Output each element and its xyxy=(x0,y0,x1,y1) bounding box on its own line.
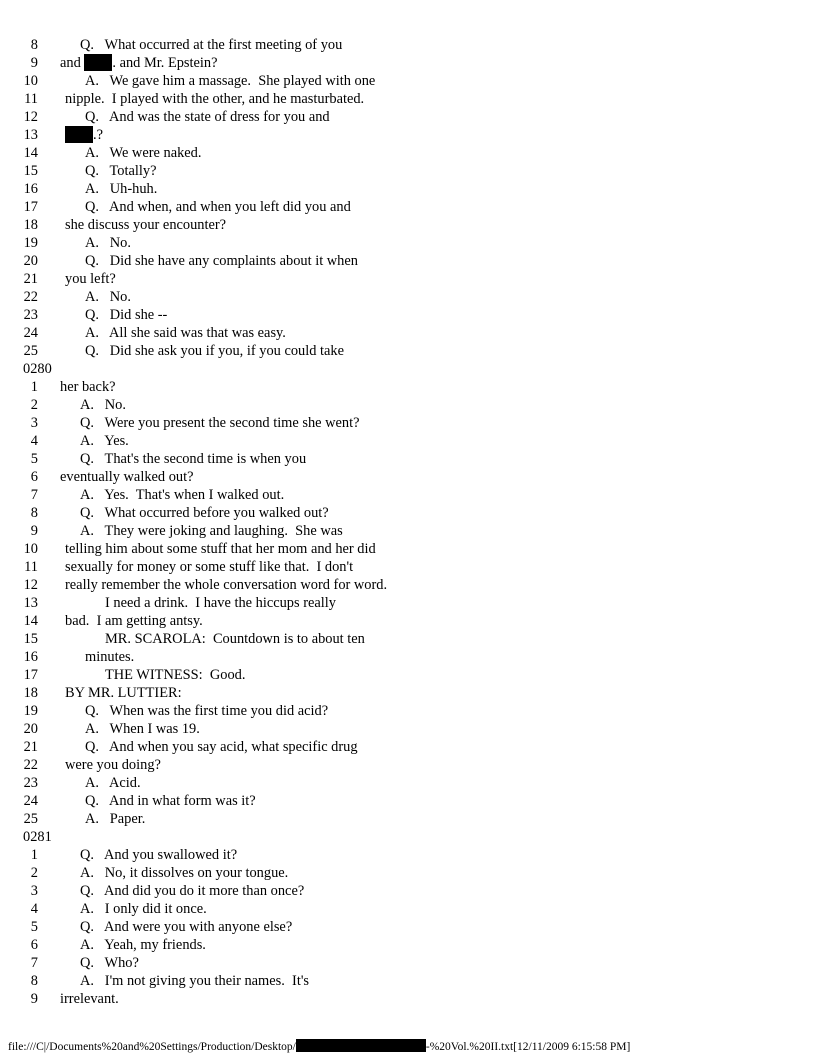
line-number: 25 xyxy=(23,343,38,359)
transcript-line xyxy=(0,54,816,72)
line-text-main: Q. Were you present the second time she went? xyxy=(80,415,360,431)
transcript-line xyxy=(0,306,816,324)
line-text-main: sexually for money or some stuff like that. I don't xyxy=(65,559,354,575)
line-text xyxy=(85,720,200,738)
line-text xyxy=(65,540,376,558)
line-text-main: A. All she said was that was easy. xyxy=(85,325,286,341)
line-text xyxy=(80,450,306,468)
line-text xyxy=(85,324,286,342)
line-text-main: A. No. xyxy=(85,289,131,305)
transcript-line xyxy=(0,324,816,342)
line-text xyxy=(105,594,336,612)
line-text xyxy=(80,954,139,972)
line-text-main: irrelevant. xyxy=(60,991,119,1007)
line-text-main: nipple. I played with the other, and he masturbated. xyxy=(65,91,365,107)
line-text xyxy=(80,936,206,954)
line-number: 22 xyxy=(23,757,38,773)
transcript-line xyxy=(0,756,816,774)
line-number: 11 xyxy=(24,91,38,107)
transcript-line xyxy=(0,108,816,126)
transcript-line xyxy=(0,522,816,540)
line-number: 12 xyxy=(23,577,38,593)
transcript-line xyxy=(0,432,816,450)
file-path-footer xyxy=(8,1039,630,1054)
line-text xyxy=(85,810,145,828)
transcript-line xyxy=(0,288,816,306)
line-number: 18 xyxy=(23,217,38,233)
transcript-body xyxy=(0,36,816,1008)
line-text xyxy=(80,432,129,450)
line-text-main: Q. Did she -- xyxy=(85,307,168,323)
line-number: 2 xyxy=(30,865,38,881)
line-number: 7 xyxy=(30,487,38,503)
line-text xyxy=(85,162,156,180)
line-text-main: BY MR. LUTTIER: xyxy=(65,685,182,701)
line-text-main: A. No. xyxy=(80,397,126,413)
line-number: 24 xyxy=(23,793,38,809)
line-text xyxy=(80,918,292,936)
line-number: 12 xyxy=(23,109,38,125)
line-text-main: and xyxy=(60,55,85,71)
line-text-main: Q. That's the second time is when you xyxy=(80,451,307,467)
line-number: 9 xyxy=(30,991,38,1007)
transcript-line xyxy=(0,378,816,396)
transcript-line xyxy=(0,720,816,738)
transcript-line xyxy=(0,810,816,828)
line-text xyxy=(65,90,364,108)
line-text-main: A. I only did it once. xyxy=(80,901,207,917)
transcript-line xyxy=(0,972,816,990)
line-text-main: THE WITNESS: Good. xyxy=(105,667,246,683)
line-number: 23 xyxy=(23,307,38,323)
line-text-main: Q. And you swallowed it? xyxy=(80,847,238,863)
line-number: 17 xyxy=(23,667,38,683)
line-number: 9 xyxy=(30,55,38,71)
line-text xyxy=(85,792,256,810)
line-number: 18 xyxy=(23,685,38,701)
transcript-line xyxy=(0,792,816,810)
line-text-main: Q. And when, and when you left did you and xyxy=(85,199,351,215)
transcript-line xyxy=(0,540,816,558)
line-text-main: I need a drink. I have the hiccups really xyxy=(105,595,336,611)
line-number: 6 xyxy=(30,937,38,953)
transcript-line xyxy=(0,504,816,522)
line-text-main: A. When I was 19. xyxy=(85,721,200,737)
line-text xyxy=(85,648,134,666)
line-text-main: you left? xyxy=(65,271,116,287)
transcript-line xyxy=(0,990,816,1008)
transcript-line xyxy=(0,270,816,288)
line-text xyxy=(65,126,103,144)
line-text-main: she discuss your encounter? xyxy=(65,217,227,233)
line-number: 6 xyxy=(30,469,38,485)
page-number: 0281 xyxy=(23,829,52,845)
line-number: 15 xyxy=(23,163,38,179)
line-text-main: minutes. xyxy=(85,649,135,665)
line-number: 8 xyxy=(30,37,38,53)
transcript-line xyxy=(0,468,816,486)
line-text xyxy=(65,558,353,576)
transcript-line xyxy=(0,630,816,648)
line-text-main: A. Paper. xyxy=(85,811,146,827)
line-text xyxy=(85,288,131,306)
line-number: 20 xyxy=(23,253,38,269)
line-text xyxy=(85,144,201,162)
line-text-main: A. Yes. xyxy=(80,433,129,449)
line-text-main: Q. And was the state of dress for you and xyxy=(85,109,330,125)
footer-redaction-box xyxy=(296,1039,426,1052)
line-text-main: Q. Did she ask you if you, if you could take xyxy=(85,343,344,359)
line-number: 8 xyxy=(30,973,38,989)
line-text xyxy=(80,36,342,54)
line-text-main: were you doing? xyxy=(65,757,161,773)
line-number: 1 xyxy=(30,379,38,395)
redaction-box xyxy=(84,54,112,71)
line-number: 16 xyxy=(23,649,38,665)
transcript-line xyxy=(0,216,816,234)
transcript-line xyxy=(0,234,816,252)
line-number: 13 xyxy=(23,127,38,143)
line-text xyxy=(85,306,167,324)
line-text-main: Q. When was the first time you did acid? xyxy=(85,703,329,719)
page-number-line xyxy=(0,828,816,846)
page-number: 0280 xyxy=(23,361,52,377)
line-text-main: bad. I am getting antsy. xyxy=(65,613,203,629)
line-number: 24 xyxy=(23,325,38,341)
transcript-line xyxy=(0,594,816,612)
transcript-line xyxy=(0,252,816,270)
line-text-main: Q. Did she have any complaints about it when xyxy=(85,253,358,269)
line-text xyxy=(80,486,284,504)
line-text xyxy=(65,216,226,234)
line-number: 21 xyxy=(23,739,38,755)
line-text xyxy=(105,666,245,684)
line-text-main: A. Acid. xyxy=(85,775,141,791)
transcript-line xyxy=(0,126,816,144)
transcript-line xyxy=(0,396,816,414)
line-text xyxy=(65,270,116,288)
line-number: 1 xyxy=(30,847,38,863)
line-text xyxy=(80,396,126,414)
line-text xyxy=(85,702,328,720)
transcript-line xyxy=(0,36,816,54)
line-text-main: A. Yeah, my friends. xyxy=(80,937,206,953)
line-text xyxy=(80,504,329,522)
line-number: 19 xyxy=(23,703,38,719)
line-text xyxy=(60,378,116,396)
line-text xyxy=(80,522,343,540)
transcript-line xyxy=(0,918,816,936)
line-text xyxy=(85,342,344,360)
page-number-line xyxy=(0,360,816,378)
transcript-line xyxy=(0,900,816,918)
line-number: 4 xyxy=(30,901,38,917)
redaction-box xyxy=(65,126,93,143)
transcript-line xyxy=(0,954,816,972)
line-number: 3 xyxy=(30,415,38,431)
line-text-main: A. We gave him a massage. She played with one xyxy=(85,73,376,89)
line-text-main: A. No. xyxy=(85,235,131,251)
line-text xyxy=(85,234,131,252)
line-text-main: A. Yes. That's when I walked out. xyxy=(80,487,285,503)
line-text xyxy=(80,414,360,432)
line-text-main: A. We were naked. xyxy=(85,145,202,161)
line-text-main: eventually walked out? xyxy=(60,469,194,485)
transcript-line xyxy=(0,684,816,702)
line-text xyxy=(80,882,304,900)
transcript-line xyxy=(0,486,816,504)
transcript-line xyxy=(0,648,816,666)
line-number: 13 xyxy=(23,595,38,611)
footer-path-prefix: file:///C|/Documents%20and%20Settings/Production/Desktop/ xyxy=(8,1041,296,1053)
line-text-main: MR. SCAROLA: Countdown is to about ten xyxy=(105,631,365,647)
line-text-main: Q. And when you say acid, what specific drug xyxy=(85,739,358,755)
line-text-main: Q. What occurred at the first meeting of you xyxy=(80,37,343,53)
line-text xyxy=(85,72,375,90)
line-number: 7 xyxy=(30,955,38,971)
transcript-line xyxy=(0,936,816,954)
line-number: 25 xyxy=(23,811,38,827)
transcript-line xyxy=(0,612,816,630)
transcript-line xyxy=(0,666,816,684)
line-text-main: Q. Who? xyxy=(80,955,139,971)
line-text xyxy=(65,756,161,774)
line-number: 17 xyxy=(23,199,38,215)
line-text xyxy=(85,774,141,792)
line-number: 2 xyxy=(30,397,38,413)
line-text-main: telling him about some stuff that her mom and her did xyxy=(65,541,376,557)
line-text-main: A. They were joking and laughing. She was xyxy=(80,523,343,539)
transcript-line xyxy=(0,450,816,468)
line-text xyxy=(85,738,358,756)
line-text-main: A. No, it dissolves on your tongue. xyxy=(80,865,289,881)
line-number: 5 xyxy=(30,919,38,935)
transcript-line xyxy=(0,864,816,882)
line-number: 14 xyxy=(23,613,38,629)
line-number: 14 xyxy=(23,145,38,161)
transcript-line xyxy=(0,882,816,900)
line-text-after: . and Mr. Epstein? xyxy=(112,55,218,71)
line-text xyxy=(85,108,330,126)
line-text-main: really remember the whole conversation word for word. xyxy=(65,577,388,593)
line-number: 16 xyxy=(23,181,38,197)
line-number: 9 xyxy=(30,523,38,539)
line-text xyxy=(80,900,207,918)
line-text xyxy=(85,180,157,198)
line-text-main: her back? xyxy=(60,379,116,395)
footer-path-suffix: -%20Vol.%20II.txt[12/11/2009 6:15:58 PM] xyxy=(425,1041,631,1053)
line-number: 23 xyxy=(23,775,38,791)
transcript-line xyxy=(0,576,816,594)
line-text xyxy=(65,684,182,702)
transcript-line xyxy=(0,414,816,432)
line-number: 4 xyxy=(30,433,38,449)
line-number: 22 xyxy=(23,289,38,305)
line-text-main: Q. What occurred before you walked out? xyxy=(80,505,329,521)
line-text xyxy=(65,576,387,594)
line-number: 15 xyxy=(23,631,38,647)
line-text xyxy=(85,252,358,270)
transcript-line xyxy=(0,72,816,90)
line-text xyxy=(85,198,351,216)
line-text xyxy=(105,630,365,648)
line-text xyxy=(80,972,309,990)
line-text-main: Q. Totally? xyxy=(85,163,157,179)
line-text-main: Q. And in what form was it? xyxy=(85,793,256,809)
transcript-line xyxy=(0,162,816,180)
transcript-line xyxy=(0,558,816,576)
line-number: 10 xyxy=(23,73,38,89)
line-number: 5 xyxy=(30,451,38,467)
transcript-line xyxy=(0,90,816,108)
line-text-main: Q. And were you with anyone else? xyxy=(80,919,293,935)
line-text xyxy=(80,846,237,864)
line-text-main: A. I'm not giving you their names. It's xyxy=(80,973,310,989)
line-number: 8 xyxy=(30,505,38,521)
line-text-main: A. Uh-huh. xyxy=(85,181,158,197)
line-text-after: .? xyxy=(93,127,103,143)
line-text xyxy=(65,612,203,630)
transcript-line xyxy=(0,180,816,198)
transcript-line xyxy=(0,846,816,864)
transcript-line xyxy=(0,702,816,720)
line-number: 21 xyxy=(23,271,38,287)
line-number: 10 xyxy=(23,541,38,557)
line-text xyxy=(60,990,119,1008)
line-text xyxy=(80,864,288,882)
transcript-line xyxy=(0,342,816,360)
line-text-main: Q. And did you do it more than once? xyxy=(80,883,305,899)
line-text xyxy=(60,54,218,72)
line-number: 19 xyxy=(23,235,38,251)
transcript-line xyxy=(0,198,816,216)
transcript-line xyxy=(0,144,816,162)
transcript-line xyxy=(0,774,816,792)
line-number: 20 xyxy=(23,721,38,737)
line-number: 3 xyxy=(30,883,38,899)
transcript-line xyxy=(0,738,816,756)
line-text xyxy=(60,468,193,486)
line-number: 11 xyxy=(24,559,38,575)
